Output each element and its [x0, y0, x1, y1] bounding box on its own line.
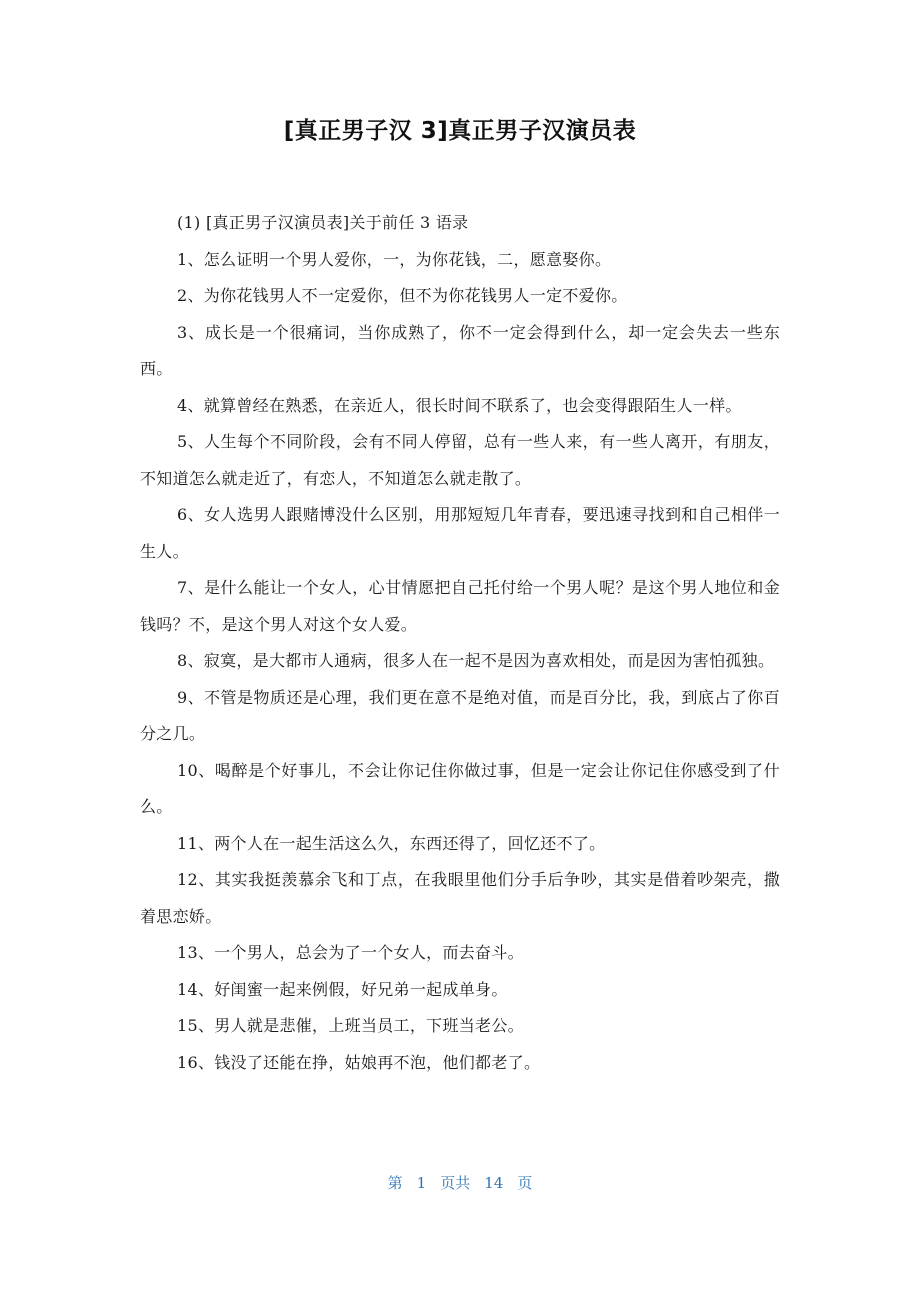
document-body [140, 205, 780, 1081]
page-footer [0, 1172, 920, 1193]
paragraph-11: 11、两个人在一起生活这么久，东西还得了，回忆还不了。 [177, 833, 606, 853]
paragraph-14: 14、好闺蜜一起来例假，好兄弟一起成单身。 [177, 979, 508, 999]
paragraph-2: 2、为你花钱男人不一定爱你，但不为你花钱男人一定不爱你。 [177, 286, 628, 305]
paragraph-7: 7、是什么能让一个女人，心甘情愿把自己托付给一个男人呢？是这个男人地位和金钱吗？不，是这个男人对这个女人爱。 [140, 578, 780, 634]
footer-prefix: 第 [387, 1174, 403, 1192]
footer-total-pages: 14 [484, 1174, 504, 1192]
paragraph-5: 5、人生每个不同阶段，会有不同人停留，总有一些人来，有一些人离开，有朋友，不知道怎么就走近了，有恋人，不知道怎么就走散了。 [140, 432, 780, 488]
paragraph-10: 10、喝醉是个好事儿，不会让你记住你做过事，但是一定会让你记住你感受到了什么。 [140, 760, 780, 816]
paragraph-1: 1、怎么证明一个男人爱你，一，为你花钱，二，愿意娶你。 [177, 249, 612, 269]
document-title: [真正男子汉 3]真正男子汉演员表 [283, 118, 637, 144]
footer-current-page: 1 [416, 1174, 427, 1192]
paragraph-intro: (1) [真正男子汉演员表]关于前任 3 语录 [177, 213, 469, 232]
paragraph-13: 13、一个男人，总会为了一个女人，而去奋斗。 [177, 943, 524, 962]
paragraph-3: 3、成长是一个很痛词，当你成熟了，你不一定会得到什么，却一定会失去一些东西。 [140, 322, 780, 378]
paragraph-8: 8、寂寞，是大都市人通病，很多人在一起不是因为喜欢相处，而是因为害怕孤独。 [177, 651, 775, 670]
paragraph-12: 12、其实我挺羡慕余飞和丁点，在我眼里他们分手后争吵，其实是借着吵架壳，撒着思恋娇。 [140, 870, 780, 926]
paragraph-4: 4、就算曾经在熟悉，在亲近人，很长时间不联系了，也会变得跟陌生人一样。 [177, 395, 742, 415]
footer-mid: 页共 [440, 1174, 471, 1192]
paragraph-16: 16、钱没了还能在挣，姑娘再不泡，他们都老了。 [177, 1052, 541, 1072]
paragraph-9: 9、不管是物质还是心理，我们更在意不是绝对值，而是百分比，我，到底占了你百分之几。 [140, 687, 780, 743]
paragraph-15: 15、男人就是悲催，上班当员工，下班当老公。 [177, 1016, 524, 1035]
footer-suffix: 页 [517, 1174, 533, 1192]
paragraph-6: 6、女人选男人跟赌博没什么区别，用那短短几年青春，要迅速寻找到和自己相伴一生人。 [140, 505, 780, 561]
